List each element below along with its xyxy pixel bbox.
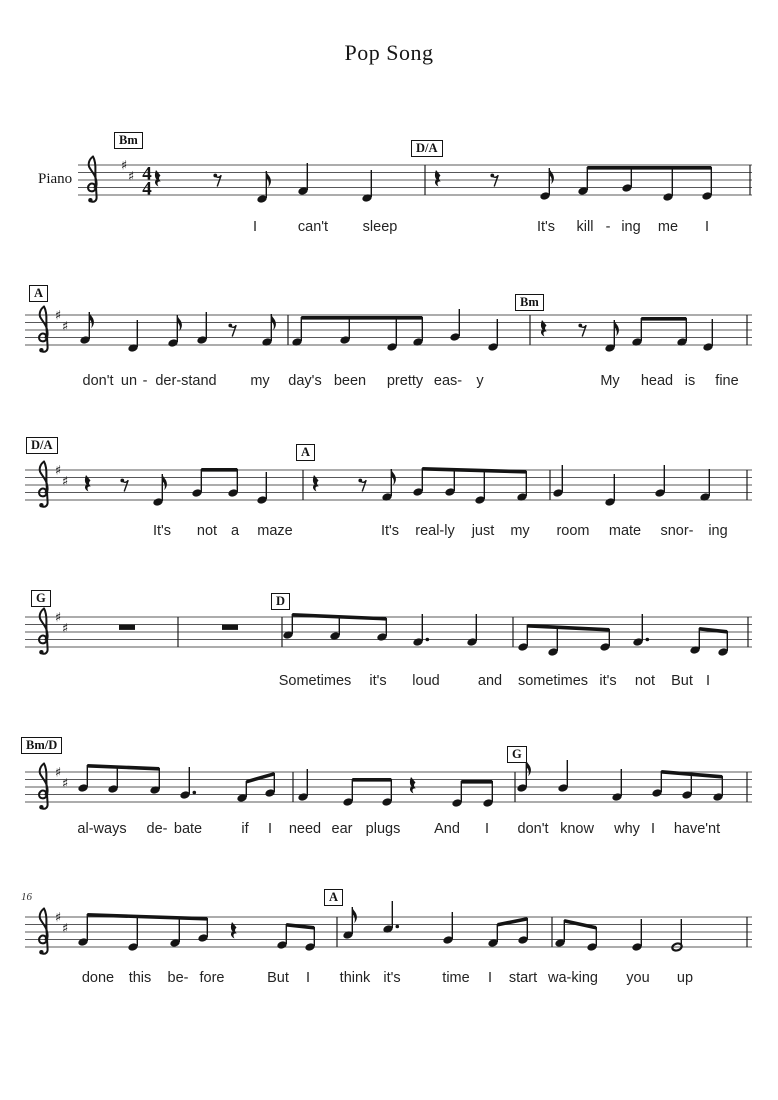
chord-symbol: Bm/D — [21, 737, 62, 754]
lyric-syllable: my — [250, 373, 270, 389]
lyric-syllable: It's — [536, 219, 556, 235]
svg-text:♯: ♯ — [61, 319, 69, 335]
system-4 — [25, 609, 752, 657]
lyric-syllable: bate — [173, 821, 203, 837]
svg-text:4: 4 — [142, 163, 152, 185]
chord-symbol: G — [31, 590, 51, 607]
lyric-syllable: - — [605, 219, 611, 235]
lyric-syllable: And — [434, 821, 460, 837]
lyric-syllable: room — [556, 523, 590, 539]
lyric-syllable: I — [305, 970, 311, 986]
lyric-syllable: day's — [288, 373, 322, 389]
lyric-syllable: this — [128, 970, 152, 986]
lyric-syllable: maze — [257, 523, 293, 539]
chord-symbol: A — [29, 285, 48, 302]
lyric-syllable: - — [142, 373, 148, 389]
lyric-syllable: Sometimes — [278, 673, 352, 689]
system-6 — [25, 901, 752, 954]
lyric-syllable: head — [640, 373, 674, 389]
lyric-syllable: you — [626, 970, 650, 986]
chord-symbol: Bm — [515, 294, 544, 311]
lyric-syllable: fine — [715, 373, 739, 389]
lyric-syllable: plugs — [365, 821, 401, 837]
lyric-syllable: it's — [369, 673, 387, 689]
lyric-syllable: kill — [576, 219, 594, 235]
lyric-syllable: I — [487, 970, 493, 986]
svg-text:♯: ♯ — [120, 158, 128, 174]
svg-text:♯: ♯ — [54, 910, 62, 926]
lyric-syllable: pretty — [386, 373, 424, 389]
lyric-syllable: wa-king — [548, 970, 598, 986]
lyric-syllable: know — [560, 821, 594, 837]
lyric-syllable: un — [120, 373, 138, 389]
lyric-syllable: It's — [152, 523, 172, 539]
lyric-syllable: mate — [608, 523, 642, 539]
chord-symbol: G — [507, 746, 527, 763]
lyric-syllable: not — [634, 673, 656, 689]
lyric-syllable: if — [241, 821, 249, 837]
instrument-label: Piano — [38, 171, 73, 187]
lyric-syllable: But — [671, 673, 693, 689]
lyric-syllable: think — [339, 970, 371, 986]
lyric-syllable: snor- — [660, 523, 694, 539]
svg-text:♯: ♯ — [61, 474, 69, 490]
svg-text:♯: ♯ — [54, 610, 62, 626]
lyric-syllable: it's — [383, 970, 401, 986]
lyric-syllable: it's — [599, 673, 617, 689]
lyric-syllable: been — [333, 373, 367, 389]
lyric-syllable: ing — [621, 219, 641, 235]
lyric-syllable: sleep — [362, 219, 398, 235]
lyric-syllable: and — [477, 673, 503, 689]
lyric-syllable: I — [267, 821, 273, 837]
lyric-syllable: up — [676, 970, 694, 986]
lyric-syllable: not — [196, 523, 218, 539]
lyric-syllable: fore — [199, 970, 225, 986]
lyric-syllable: need — [288, 821, 322, 837]
lyric-syllable: loud — [412, 673, 440, 689]
measure-number-label: 16 — [21, 891, 32, 903]
lyric-syllable: real-ly — [415, 523, 455, 539]
svg-text:♯: ♯ — [61, 621, 69, 637]
lyric-syllable: my — [510, 523, 530, 539]
lyric-syllable: why — [614, 821, 640, 837]
chord-symbol: D/A — [26, 437, 58, 454]
lyric-syllable: I — [705, 673, 711, 689]
chord-symbol: Bm — [114, 132, 143, 149]
svg-text:♯: ♯ — [54, 463, 62, 479]
lyric-syllable: al-ways — [77, 821, 127, 837]
lyric-syllable: der-stand — [155, 373, 217, 389]
system-1 — [78, 157, 752, 204]
svg-text:♯: ♯ — [54, 308, 62, 324]
lyric-syllable: de- — [146, 821, 168, 837]
lyric-syllable: ear — [331, 821, 353, 837]
lyric-syllable: don't — [517, 821, 549, 837]
chord-symbol: A — [296, 444, 315, 461]
lyric-syllable: sometimes — [517, 673, 589, 689]
chord-symbol: A — [324, 889, 343, 906]
lyric-syllable: is — [684, 373, 696, 389]
lyric-syllable: But — [267, 970, 289, 986]
lyric-syllable: can't — [297, 219, 329, 235]
system-5 — [25, 760, 752, 809]
lyric-syllable: don't — [82, 373, 114, 389]
lyric-syllable: eas- — [433, 373, 463, 389]
page-title: Pop Song — [344, 40, 434, 65]
svg-text:♯: ♯ — [61, 921, 69, 937]
lyric-syllable: have'nt — [673, 821, 721, 837]
lyric-syllable: y — [476, 373, 484, 389]
lyric-syllable: I — [704, 219, 710, 235]
lyric-syllable: I — [252, 219, 258, 235]
lyric-syllable: start — [508, 970, 538, 986]
lyric-syllable: ing — [708, 523, 728, 539]
svg-text:4: 4 — [142, 178, 152, 200]
lyric-syllable: me — [657, 219, 679, 235]
lyric-syllable: My — [600, 373, 620, 389]
system-3 — [25, 462, 752, 508]
lyric-syllable: I — [484, 821, 490, 837]
lyric-syllable: a — [230, 523, 240, 539]
svg-text:♯: ♯ — [127, 169, 135, 185]
chord-symbol: D/A — [411, 140, 443, 157]
chord-symbol: D — [271, 593, 290, 610]
lyric-syllable: done — [81, 970, 115, 986]
lyric-syllable: It's — [380, 523, 400, 539]
lyric-syllable: I — [650, 821, 656, 837]
lyric-syllable: time — [442, 970, 470, 986]
system-2 — [25, 307, 752, 353]
svg-text:♯: ♯ — [61, 776, 69, 792]
lyric-syllable: just — [471, 523, 495, 539]
lyric-syllable: be- — [167, 970, 189, 986]
svg-text:♯: ♯ — [54, 765, 62, 781]
